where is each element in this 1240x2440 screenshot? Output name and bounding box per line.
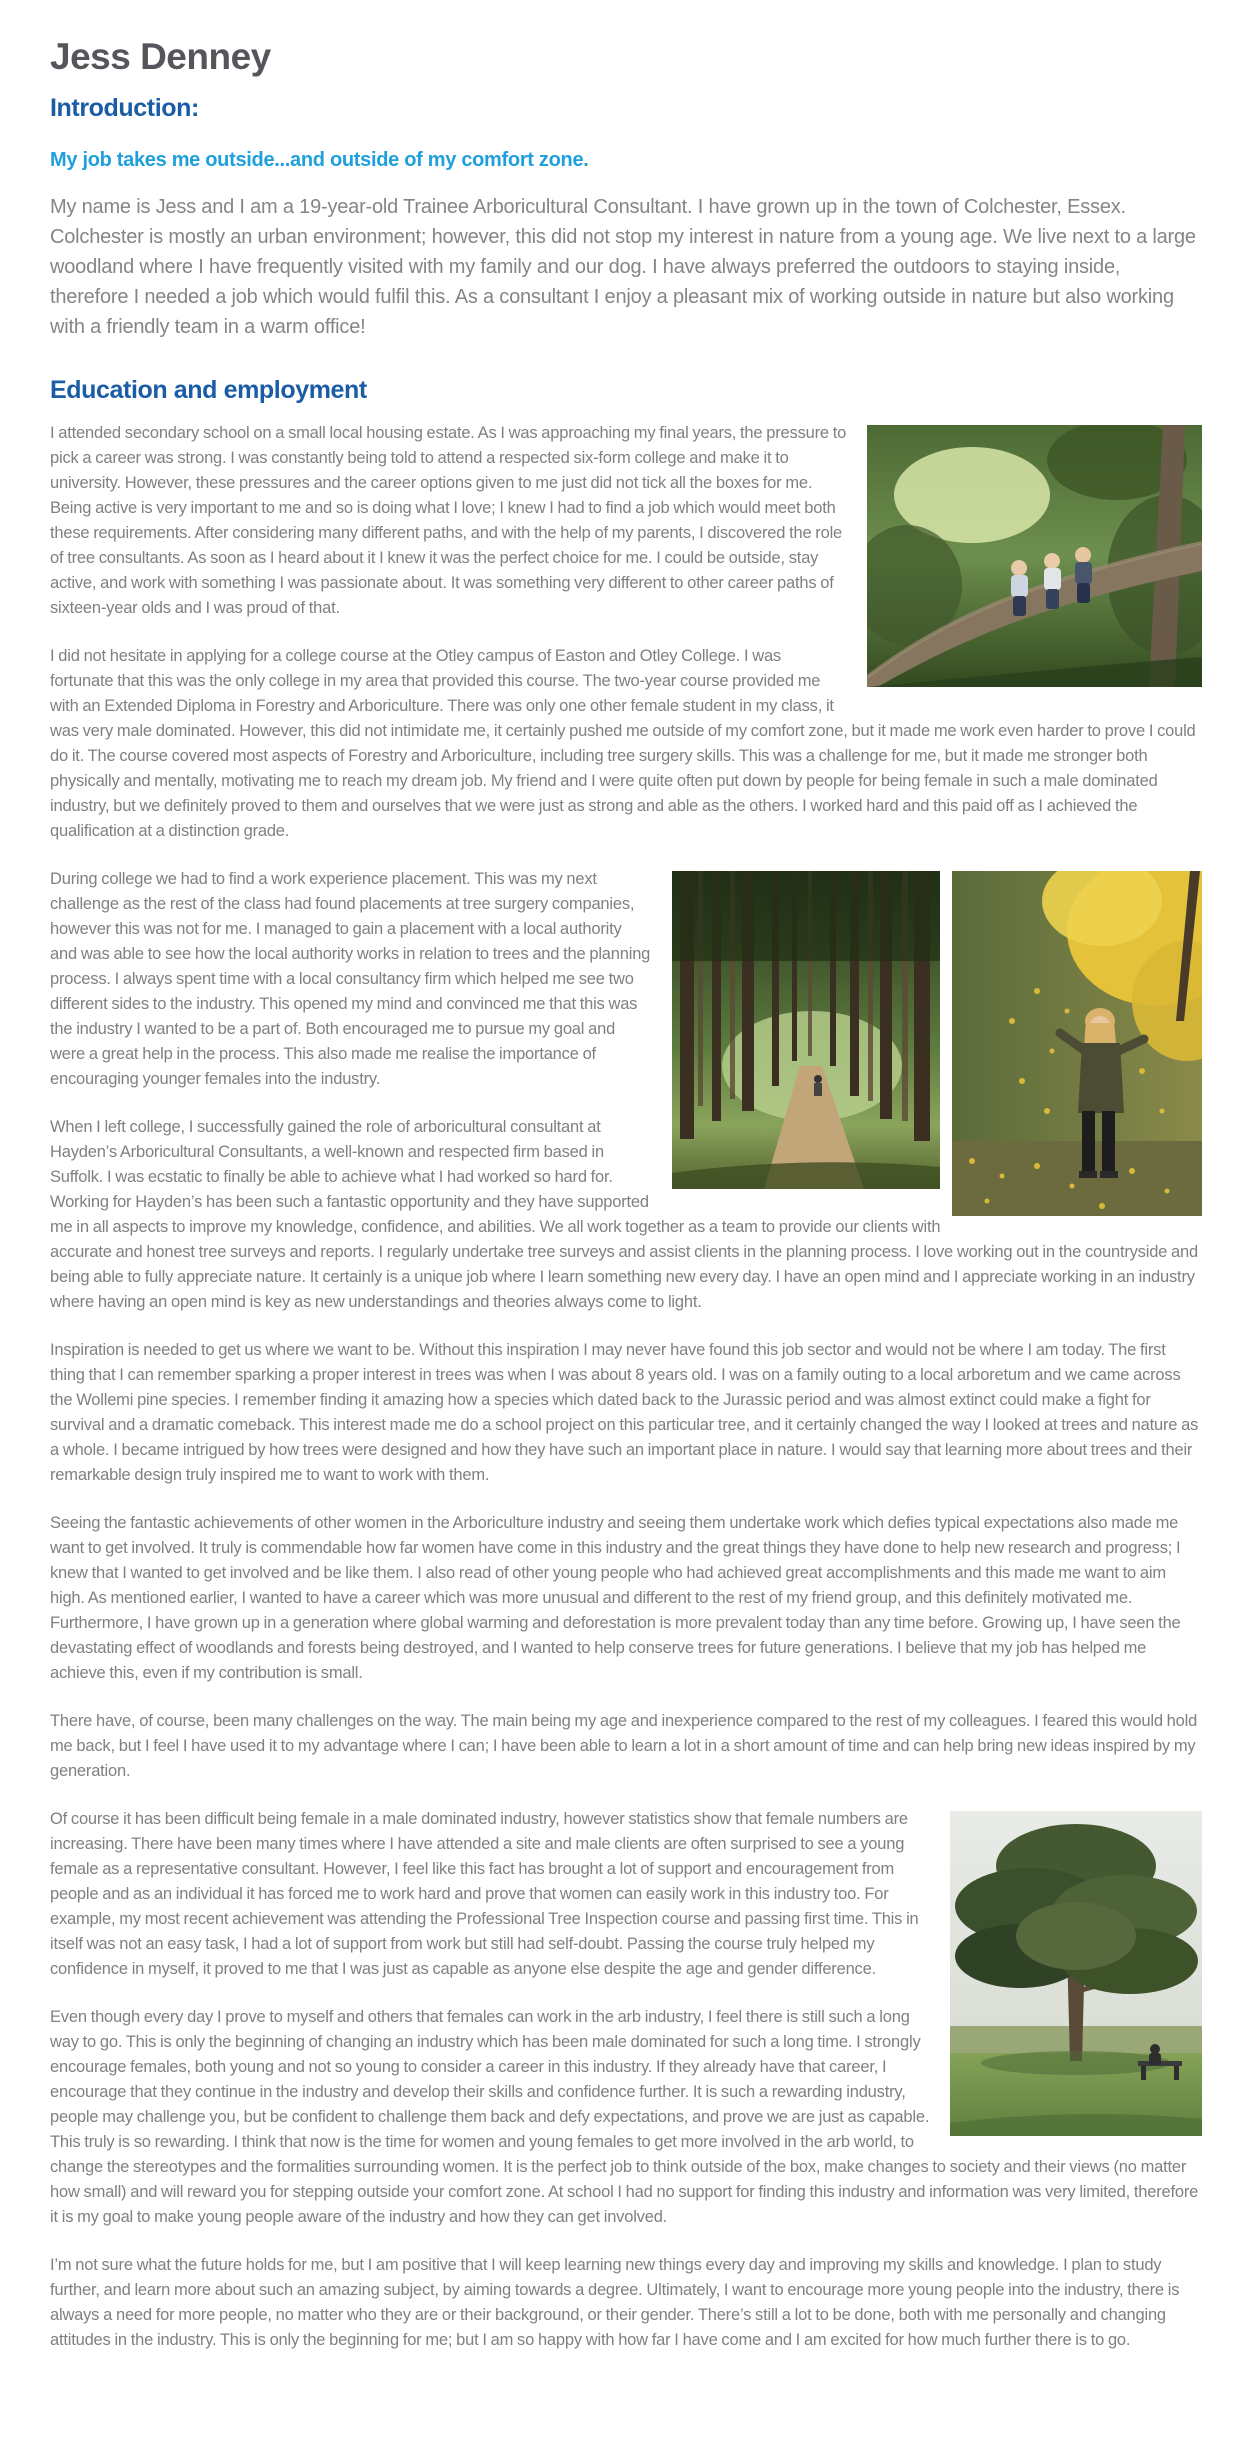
page-title: Jess Denney	[50, 36, 271, 77]
paragraph-women: Seeing the fantastic achievements of other women in the Arboriculture industry and seeing them undertake work which defies typical expectations also made me want to get involved. It truly is commendable how far women have come in this industry and the great things they have done to help new research and progress; I knew that I wanted to get involved and be like them. I also read of other young people who had achieved great accomplishments and this made me want to aim high. As mentioned earlier, I wanted to have a career which was more unusual and different to the rest of my friend group, and this definitely motivated me. Furthermore, I have grown up in a generation where global warming and deforestation is more prevalent today than any time before. Growing up, I have seen the devastating effect of woodlands and forests being destroyed, and I wanted to help conserve trees for future generations. I believe that my job has helped me achieve this, even if my contribution is small.	[50, 1514, 1181, 1682]
section-heading-education: Education and employment	[50, 376, 367, 404]
paragraph-future: I’m not sure what the future holds for me, but I am positive that I will keep learning new things every day and improving my skills and knowledge. I plan to study further, and learn more about such an amazing subject, by aiming towards a degree. Ultimately, I want to encourage more young people into the industry, there is always a need for more people, no matter who they are or their background, or their gender. There’s still a lot to be done, both with me personally and changing attitudes in the industry. This is only the beginning for me; but I am so happy with how far I have come and I am excited for how much further there is to go.	[50, 2256, 1180, 2349]
paragraph-placement: During college we had to find a work experience placement. This was my next challenge as the rest of the class had found placements at tree surgery companies, however this was not for me. I managed to gain a placement with a local authority and was able to see how the local authority works in relation to trees and the planning process. I always spent time with a local consultancy firm which helped me see two different sides to the industry. This opened my mind and convinced me that this was the industry I wanted to be a part of. Both encouraged me to pursue my goal and were a great help in the process. This also made me realise the importance of encouraging younger females into the industry.	[50, 870, 651, 1088]
paragraph-long-way: Even though every day I prove to myself and others that females can work in the arb industry, I feel there is still such a long way to go. This is only the beginning of changing an industry which has been male dominated for such a long time. I strongly encourage females, both young and not so young to consider a career in this industry. If they already have that career, I encourage that they continue in the industry and develop their skills and confidence further. It is such a rewarding industry, people may challenge you, but be confident to challenge them back and defy expectations, and prove we are just as capable. This truly is so rewarding. I think that now is the time for women and young females to get more involved in the arb world, to change the stereotypes and the formalities surrounding women. It is the perfect job to think outside of the box, make changes to society and their views (no matter how small) and will reward you for stepping outside your comfort zone. At school I had no support for finding this industry and information was very limited, therefore it is my goal to make young people aware of the industry and how they can get involved.	[50, 2008, 1199, 2226]
paragraph-challenges: There have, of course, been many challenges on the way. The main being my age and inexperience compared to the rest of my colleagues. I feared this would hold me back, but I feel I have used it to my advantage where I can; I have been able to learn a lot in a short amount of time and can help bring new ideas inspired by my generation.	[50, 1712, 1198, 1780]
autumn-leaves-photo	[952, 871, 1202, 1216]
cedar-park-photo	[950, 1811, 1202, 2136]
forest-path-photo	[672, 871, 940, 1189]
paragraph-college: I did not hesitate in applying for a college course at the Otley campus of Easton and Otley College. I was fortunate that this was the only college in my area that provided this course. The two-year course provided me with an Extended Diploma in Forestry and Arboriculture. There was only one other female student in my class, it was very male dominated. However, this did not intimidate me, it certainly pushed me outside of my comfort zone, but it made me work even harder to prove I could do it. The course covered most aspects of Forestry and Arboriculture, including tree surgery skills. This was a challenge for me, but it made me stronger both physically and mentally, motivating me to reach my dream job. My friend and I were quite often put down by people for being female in such a male dominated industry, but we definitely proved to them and ourselves that we were just as strong and able as the others. I worked hard and this paid off as I achieved the qualification at a distinction grade.	[50, 647, 1196, 840]
paragraph-inspiration: Inspiration is needed to get us where we want to be. Without this inspiration I may never have found this job sector and would not be where I am today. The first thing that I can remember sparking a proper interest in trees was when I was about 8 years old. I was on a family outing to a local arboretum and we came across the Wollemi pine species. I remember finding it amazing how a species which dated back to the Jurassic period and was almost extinct could make a fight for survival and a dramatic comeback. This interest made me do a school project on this particular tree, and it certainly changed the way I looked at trees and nature as a whole. I became intrigued by how trees were designed and how they have such an important place in nature. I would say that learning more about trees and their remarkable design truly inspired me to want to work with them.	[50, 1341, 1199, 1484]
tagline: My job takes me outside...and outside of my comfort zone.	[50, 149, 589, 171]
paragraph-hayden: When I left college, I successfully gained the role of arboricultural consultant at Hayden’s Arboricultural Consultants, a well-known and respected firm based in Suffolk. I was ecstatic to finally be able to achieve what I had worked so hard for. Working for Hayden’s has been such a fantastic opportunity and they have supported me in all aspects to improve my knowledge, confidence, and abilities. We all work together as a team to provide our clients with accurate and honest tree surveys and reports. I regularly undertake tree surveys and assist clients in the planning process. I love working out in the countryside and being able to fully appreciate nature. It certainly is a unique job where I learn something new every day. I have an open mind and I appreciate working in an industry where having an open mind is key as new understandings and theories always come to light.	[50, 1118, 1198, 1311]
paragraph-female-stats: Of course it has been difficult being female in a male dominated industry, however statistics show that female numbers are increasing. There have been many times where I have attended a site and male clients are often surprised to see a young female as a representative consultant. However, I feel like this fact has brought a lot of support and encouragement from people and as an individual it has forced me to work hard and prove that women can easily work in this industry too. For example, my most recent achievement was attending the Professional Tree Inspection course and passing first time. This in itself was not an easy task, I had a lot of support from work but still had self-doubt. Passing the course truly helped my confidence in myself, it proved to me that I was just as capable as anyone else despite the age and gender difference.	[50, 1810, 919, 1978]
intro-paragraph: My name is Jess and I am a 19-year-old Trainee Arboricultural Consultant. I have grown up in the town of Colchester, Essex. Colchester is mostly an urban environment; however, this did not stop my interest in nature from a young age. We live next to a large woodland where I have frequently visited with my family and our dog. I have always preferred the outdoors to staying inside, therefore I needed a job which would fulfil this. As a consultant I enjoy a pleasant mix of working outside in nature but also working with a friendly team in a warm office!	[50, 196, 1196, 338]
paragraph-school: I attended secondary school on a small local housing estate. As I was approaching my final years, the pressure to pick a career was strong. I was constantly being told to attend a respected six-form college and make it to university. However, these pressures and the career options given to me just did not tick all the boxes for me. Being active is very important to me and so is doing what I love; I knew I had to find a job which would meet both these requirements. After considering many different paths, and with the help of my parents, I discovered the role of tree consultants. As soon as I heard about it I knew it was the perfect choice for me. I could be outside, stay active, and work with something I was passionate about. It was something very different to other career paths of sixteen-year olds and I was proud of that.	[50, 424, 847, 617]
section-heading-introduction: Introduction:	[50, 94, 199, 122]
woodland-family-photo	[867, 425, 1202, 687]
